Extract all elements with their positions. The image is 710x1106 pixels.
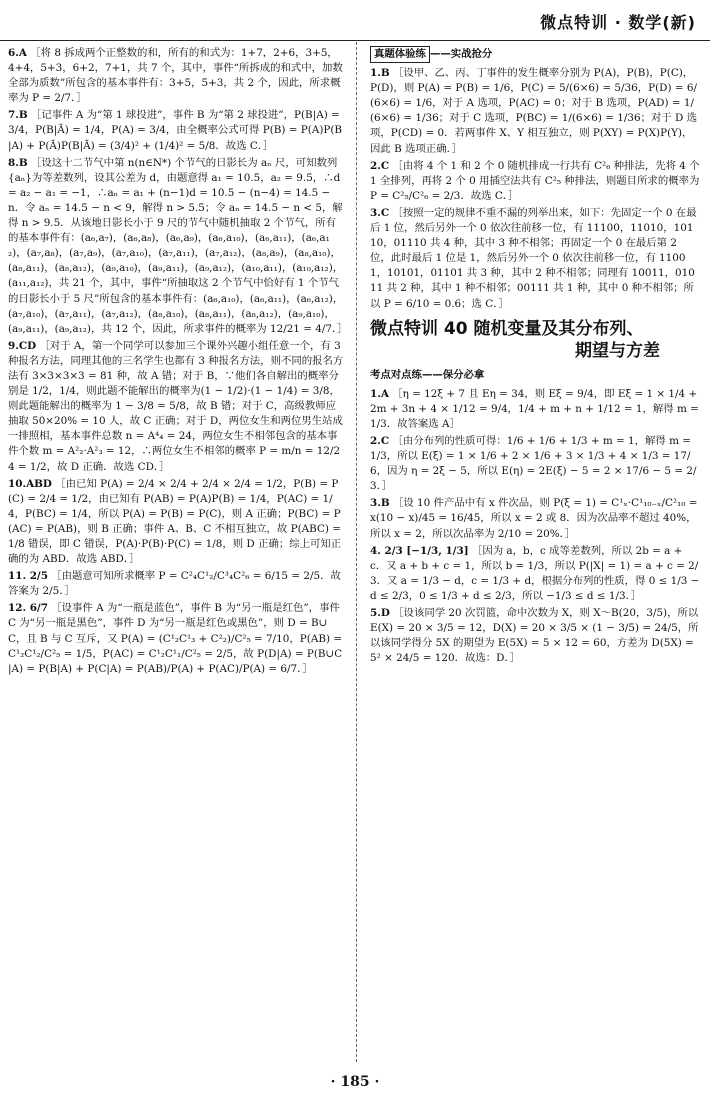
answer-text: ［由分布列的性质可得：1/6 + 1/6 + 1/3 + m = 1，解得 m = 1/3，所以 E(ξ) = 1 × 1/6 + 2 × 1/6 + 3 × 1/3 + 4 × 1/3 = 17/6，因为 η = 2ξ − 5，所以 E(η) = 2E(ξ) − 5 = 2 × 17/6 − 5 = 2/3．］ xyxy=(370,434,697,493)
answer-text: ［设事件 A 为“一瓶是蓝色”，事件 B 为“另一瓶是红色”，事件 C 为“另一瓶是黑色”，事件 D 为“另一瓶是红色或黑色”，则 D = B∪C，且 B 与 C 互斥，又 P(A) = (C¹₂C¹₃ + C²₂)/C²₅ = 7/10，P(AB) = C¹₂C¹₂/C²₅ = 1/5，P(AC) = C¹₂C¹₁/C²₅ = 2/5，故 P(D|A) = P(B∪C|A) = P(B|A) + P(C|A) = P(AB)/P(A) + P(AC)/P(A) = 6/7．］ xyxy=(8,602,343,675)
practice-item-2 xyxy=(370,159,700,204)
section-title-line2: 期望与方差 xyxy=(575,340,660,361)
answer-text: ［设甲、乙、丙、丁事件的发生概率分别为 P(A)，P(B)，P(C)，P(D)，则 P(A) = P(B) = 1/6，P(C) = 5/(6×6) = 5/36，P(D) = 6/(6×6) = 1/6，对于 A 选项，P(AC) = 0；对于 B 选项，P(AD) = 1/(6×6) = 1/36；对于 C 选项，P(BC) = 1/(6×6) = 1/36；对于 D 选项，P(CD) = 0．若两事件 X、Y 相互独立，则 P(XY) = P(X)P(Y)，因此 B 选项正确．］ xyxy=(370,67,698,155)
practice-item-3 xyxy=(370,206,700,312)
practice-box-label: 真题体验练 xyxy=(370,46,430,63)
answer-label: 3.C xyxy=(370,206,390,219)
answer-text: ［因为 a，b，c 成等差数列，所以 2b = a + c．又 a + b + c = 1，所以 b = 1/3，所以 P(|X| = 1) = a + c = 2/3．又 a = 1/3 − d，c = 1/3 + d，根据分布列的性质，得 0 ≤ 1/3 − d ≤ 2/3，0 ≤ 1/3 + d ≤ 2/3，所以 −1/3 ≤ d ≤ 1/3．］ xyxy=(370,544,700,602)
answer-item-10 xyxy=(8,477,344,568)
answer-text: ［按照一定的规律不重不漏的列举出来，如下：先固定一个 0 在最后 1 位，然后另外一个 0 依次往前移一位，有 11100，11010，10110，01110 共 4 种，其中 3 种不相邻；再固定一个 0 在最后第 2 位，此时最后 1 位是 1，然后另外一个 0 依次往前移一位，有 11001，10101，01101 共 3 种，其中 2 种不相邻；同理有 10011，01011 共 2 种，其中 1 种不相邻；00111 共 1 种，其中 0 种不相邻；所以 P = 6/10 = 0.6；选 C．］ xyxy=(370,206,697,310)
exercise-item-2 xyxy=(370,434,700,494)
answer-text: ［由将 4 个 1 和 2 个 0 随机排成一行共有 C²₆ 种排法，先将 4 个 1 全排列，再将 2 个 0 用插空法共有 C²₅ 种排法，则题目所求的概率为 P = C²₅/C²₆ = 2/3．故选 C．］ xyxy=(370,159,700,202)
column-divider xyxy=(356,42,357,1062)
answer-label: 1.B xyxy=(370,67,390,80)
answer-label: 11. 2/5 xyxy=(8,570,48,583)
section-title xyxy=(370,318,700,362)
section-title-line1: 微点特训 40 随机变量及其分布列、 xyxy=(370,318,644,339)
header-title: 微点特训 · 数学(新) xyxy=(540,13,696,32)
answer-label: 8.B xyxy=(8,156,28,169)
answer-item-8 xyxy=(8,156,348,337)
answer-item-7 xyxy=(8,108,344,153)
answer-label: 4. 2/3 [−1/3, 1/3] xyxy=(370,544,469,557)
answer-text: ［设该同学 20 次罚篮，命中次数为 X，则 X～B(20，3/5)，所以 E(X) = 20 × 3/5 = 12，D(X) = 20 × 3/5 × (1 − 3/5) = 24/5，所以该同学得分 5X 的期望为 E(5X) = 5 × 12 = 60，方差为 D(5X) = 5² × 24/5 = 120．故选：D．］ xyxy=(370,607,699,665)
answer-text: ［由已知 P(A) = 2/4 × 2/4 + 2/4 × 2/4 = 1/2，P(B) = P(C) = 2/4 = 1/2，由已知有 P(AB) = P(A)P(B) = 1/4，P(AC) = 1/4，P(BC) = 1/4，所以 P(A) = P(B) = P(C)，则 A 正确；P(BC) = P(AC) = P(AB)，则 B 正确；事件 A、B、C 不相互独立，故 P(ABC) = 1/8 错误，即 C 错误，P(A)·P(B)·P(C) = 1/8，则 D 正确；综上可知正确的为 ABD．故选 ABD．］ xyxy=(8,477,342,566)
right-column xyxy=(370,46,700,668)
page-number: · 185 · xyxy=(330,1074,380,1090)
section-subtitle: 考点对点练——保分必拿 xyxy=(370,368,485,381)
answer-label: 10.ABD xyxy=(8,477,52,490)
answer-text: ［设这十二节气中第 n(n∈N*) 个节气的日影长为 aₙ 尺，可知数列{aₙ}为等差数列，设其公差为 d，由题意得 a₁ = 10.5，a₂ = 9.5，∴d = a₂ − a₁ = −1，∴aₙ = a₁ + (n−1)d = 10.5 − (n−4) = 14.5 − n．令 aₙ = 14.5 − n < 9，解得 n > 5.5；令 aₙ = 14.5 − n < 5，解得 n > 9.5．从该地日影长小于 9 尺的节气中随机抽取 2 个节气，所有的基本事件有：(a₆,a₇)，(a₆,a₈)，(a₆,a₉)，(a₆,a₁₀)，(a₆,a₁₁)，(a₆,a₁₂)，(a₇,a₈)，(a₇,a₉)，(a₇,a₁₀)，(a₇,a₁₁)，(a₇,a₁₂)，(a₈,a₉)，(a₈,a₁₀)，(a₈,a₁₁)，(a₈,a₁₂)，(a₉,a₁₀)，(a₉,a₁₁)，(a₉,a₁₂)，(a₁₀,a₁₁)，(a₁₀,a₁₂)，(a₁₁,a₁₂)，共 21 个，其中，事件“所抽取这 2 个节气中恰好有 1 个节气的日影长小于 5 尺”所包含的基本事件有：(a₆,a₁₀)，(a₆,a₁₁)，(a₆,a₁₂)，(a₇,a₁₀)，(a₇,a₁₁)，(a₇,a₁₂)，(a₈,a₁₀)，(a₈,a₁₁)，(a₈,a₁₂)，(a₉,a₁₀)，(a₉,a₁₁)，(a₉,a₁₂)，共 12 个，因此，所求事件的概率为 12/21 = 4/7．］ xyxy=(8,156,348,335)
left-column xyxy=(8,46,348,679)
answer-text: ［将 8 拆成两个正整数的和，所有的和式为：1+7，2+6，3+5，4+4，5+3，6+2，7+1，共 7 个，其中，事件“所拆成的和式中，加数全部为质数”所包含的基本事件有：3+5，5+3，共 2 个，因此，所求概率为 P = 2/7．］ xyxy=(8,47,343,105)
exercise-item-1 xyxy=(370,387,700,432)
exercise-item-4 xyxy=(370,544,700,604)
answer-text: ［设 10 件产品中有 x 件次品，则 P(ξ = 1) = C¹ₓ·C¹₁₀₋ₓ/C²₁₀ = x(10 − x)/45 = 16/45，所以 x = 2 或 8．因为次品率不超过 40%，所以 x = 2，所以次品率为 2/10 = 20%．］ xyxy=(370,497,698,540)
answer-text: ［记事件 A 为“第 1 球投进”，事件 B 为“第 2 球投进”，P(B|A) = 3/4，P(B|Ā) = 1/4，P(A) = 3/4，由全概率公式可得 P(B) = P(A)P(B|A) + P(Ā)P(B|Ā) = (3/4)² + (1/4)² = 5/8．故选 C．］ xyxy=(8,109,343,152)
answer-item-6 xyxy=(8,46,344,106)
answer-label: 5.D xyxy=(370,607,390,619)
practice-subtitle: ——实战抢分 xyxy=(429,48,493,60)
page-header xyxy=(0,0,710,41)
answer-item-9 xyxy=(8,339,344,475)
exercise-item-5 xyxy=(370,606,700,666)
answer-item-12 xyxy=(8,601,344,676)
answer-label: 1.A xyxy=(370,387,389,400)
answer-label: 7.B xyxy=(8,109,28,122)
answer-label: 6.A xyxy=(8,47,27,59)
answer-label: 12. 6/7 xyxy=(8,602,48,615)
answer-text: ［对于 A，第一个同学可以参加三个课外兴趣小组任意一个，有 3 种报名方法，同理其他的三名学生也都有 3 种报名方法，则不同的报名方法有 3×3×3×3 = 81 种，故 A 错；对于 B，∵他们各自解出的概率分别是 1/2，1/4，则此题不能解出的概率为(1 − 1/2)·(1 − 1/4) = 3/8，则此题能解出的概率为 1 − 3/8 = 5/8，故 B 错；对于 C，高级教师应抽取 50×20% = 10 人，故 C 正确；对于 D，两位女生和两位男生站成一排照相，基本事件总数 n = A⁴₄ = 24，两位女生不相邻包含的基本事件个数 m = A²₂·A²₃ = 12，∴两位女生不相邻的概率 P = m/n = 12/24 = 1/2，故 D 正确．故选 CD．］ xyxy=(8,339,344,473)
exercise-item-3 xyxy=(370,496,700,541)
practice-heading xyxy=(370,46,700,66)
answer-label: 3.B xyxy=(370,497,390,510)
practice-item-1 xyxy=(370,66,700,157)
answer-item-11 xyxy=(8,569,344,599)
answer-text: ［由题意可知所求概率 P = C²₄C¹₂/C³₄C²₆ = 6/15 = 2/5．故答案为 2/5．］ xyxy=(8,570,341,598)
answer-label: 9.CD xyxy=(8,339,37,352)
answer-label: 2.C xyxy=(370,434,390,447)
answer-label: 2.C xyxy=(370,159,390,172)
answer-text: ［η = 12ξ + 7 且 Eη = 34，则 Eξ = 9/4，即 Eξ = 1 × 1/4 + 2m + 3n + 4 × 1/12 = 9/4，1/4 + m + n + 1/12 = 1，解得 m = 1/3．故答案选 A］ xyxy=(370,387,699,430)
